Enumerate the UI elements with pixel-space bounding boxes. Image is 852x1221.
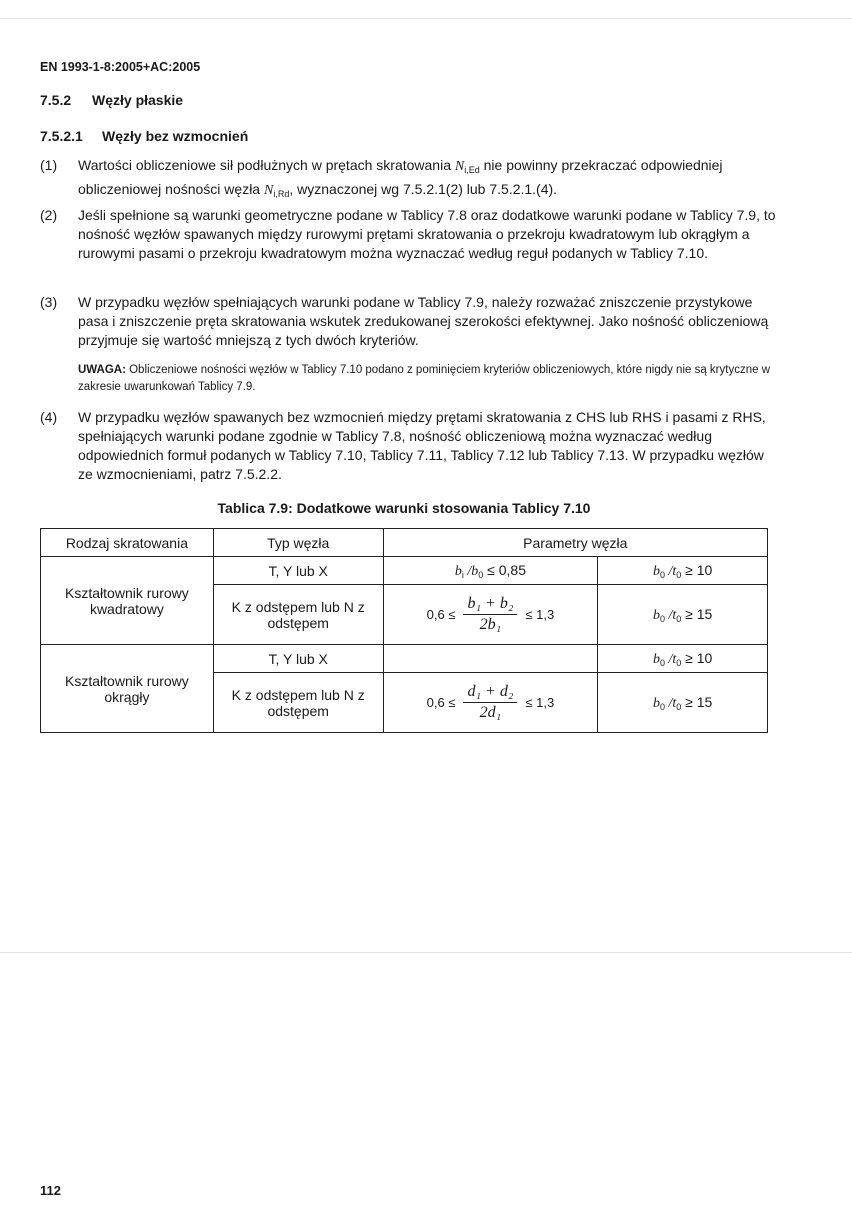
clause-1 xyxy=(40,156,780,204)
clause-text: W przypadku węzłów spełniających warunki podane w Tablicy 7.9, należy rozważać zniszczenie przystykowe pasa i zniszczenie pręta skratowania wskutek zredukowanej szerokości efektywnej. Jako nośność obliczeniową przyjmuje się wartość mniejszą z tych dwóch kryteriów. xyxy=(78,294,769,348)
clause-text: W przypadku węzłów spawanych bez wzmocnień między prętami skratowania z CHS lub RHS i pasami z RHS, spełniających warunki podane zgodnie w Tablicy 7.8, nośność obliczeniową można wyznaczać według odpowiednich formuł podanych w Tablicy 7.10, Tablicy 7.11, Tablicy 7.12 lub Tablicy 7.13. W przypadku węzłów ze wzmocnieniami, patrz 7.5.2.2. xyxy=(78,409,766,482)
member-circular: Kształtownik rurowy okrągły xyxy=(41,645,214,733)
parameter-ratio: $b_i$ $/b_0 \le 0,85$ xyxy=(383,557,598,585)
fraction-denominator: 2b₁ xyxy=(479,616,502,633)
joint-type: T, Y lub X xyxy=(213,645,383,673)
standard-header: EN 1993-1-8:2005+AC:2005 xyxy=(40,60,201,74)
symbol: N xyxy=(264,183,274,198)
header-joint-parameters: Parametry węzła xyxy=(383,529,767,557)
clause-text-part: , wyznaczonej wg 7.5.2.1(2) lub 7.5.2.1.(4). xyxy=(289,181,558,197)
parameter-slenderness: $b_0$ $/t_0 \ge 15$ xyxy=(598,673,768,733)
conditions-table xyxy=(40,528,768,733)
note xyxy=(78,362,778,396)
fraction xyxy=(463,595,517,634)
clause-number: (2) xyxy=(40,207,58,223)
clause-number: (1) xyxy=(40,157,58,173)
lower-bound: 0,6 ≤ xyxy=(426,695,456,710)
scan-artifact-line xyxy=(0,952,852,953)
note-label: UWAGA: xyxy=(78,364,126,376)
joint-type: T, Y lub X xyxy=(213,557,383,585)
subsection-heading xyxy=(40,128,248,144)
symbol: N xyxy=(454,159,465,174)
symbol-subscript: i,Ed xyxy=(464,165,480,175)
clause-number: (3) xyxy=(40,294,58,310)
table-header-row xyxy=(41,529,768,557)
clause-2 xyxy=(40,206,780,263)
section-title: Węzły płaskie xyxy=(92,92,184,108)
parameter-slenderness: $b_0$ $/t_0 \ge 10$ xyxy=(598,557,768,585)
clause-text-part: nie powinny przekraczać odpowiedniej obliczeniowej nośności węzła xyxy=(78,157,723,197)
clause-text xyxy=(78,156,780,204)
clause-number: (4) xyxy=(40,409,58,425)
clause-3 xyxy=(40,293,780,350)
subsection-title: Węzły bez wzmocnień xyxy=(102,128,249,144)
joint-type: K z odstępem lub N z odstępem xyxy=(213,673,383,733)
table-row xyxy=(41,645,768,673)
fraction-numerator: b₁ + b₂ xyxy=(463,595,517,615)
parameter-fraction xyxy=(383,585,598,645)
upper-bound: ≤ 1,3 xyxy=(525,695,555,710)
member-square: Kształtownik rurowy kwadratowy xyxy=(41,557,214,645)
symbol-subscript: i,Rd xyxy=(273,189,290,199)
clause-text: Jeśli spełnione są warunki geometryczne podane w Tablicy 7.8 oraz dodatkowe warunki podane w Tablicy 7.9, to nośność węzłów spawanych między rurowymi prętami skratowania o przekroju kwadratowym lub okrągłym a rurowymi pasami o przekroju kwadratowym można wyznaczać według reguł podanych w Tablicy 7.10. xyxy=(78,207,776,261)
parameter-slenderness: $b_0$ $/t_0 \ge 10$ xyxy=(598,645,768,673)
table-caption: Tablica 7.9: Dodatkowe warunki stosowania Tablicy 7.10 xyxy=(217,500,591,516)
parameter-empty xyxy=(383,645,598,673)
fraction xyxy=(463,683,517,722)
section-heading xyxy=(40,92,183,108)
header-member-type: Rodzaj skratowania xyxy=(41,529,214,557)
parameter-fraction xyxy=(383,673,598,733)
table-row xyxy=(41,557,768,585)
clause-text-part: Wartości obliczeniowe sił podłużnych w prętach skratowania xyxy=(78,157,455,173)
header-joint-type: Typ węzła xyxy=(213,529,383,557)
upper-bound: ≤ 1,3 xyxy=(525,607,555,622)
subsection-number: 7.5.2.1 xyxy=(40,128,83,144)
clause-4 xyxy=(40,408,780,484)
parameter-slenderness: $b_0$ $/t_0 \ge 15$ xyxy=(598,585,768,645)
joint-type: K z odstępem lub N z odstępem xyxy=(213,585,383,645)
fraction-denominator: 2d₁ xyxy=(479,704,502,721)
note-text: Obliczeniowe nośności węzłów w Tablicy 7.10 podano z pominięciem kryteriów obliczeniowych, które nigdy nie są krytyczne w zakresie uwarunkowań Tablicy 7.9. xyxy=(78,364,771,393)
lower-bound: 0,6 ≤ xyxy=(426,607,456,622)
fraction-numerator: d₁ + d₂ xyxy=(463,683,517,703)
scan-artifact-line xyxy=(0,18,852,19)
section-number: 7.5.2 xyxy=(40,92,72,108)
page-number: 112 xyxy=(40,1183,61,1198)
